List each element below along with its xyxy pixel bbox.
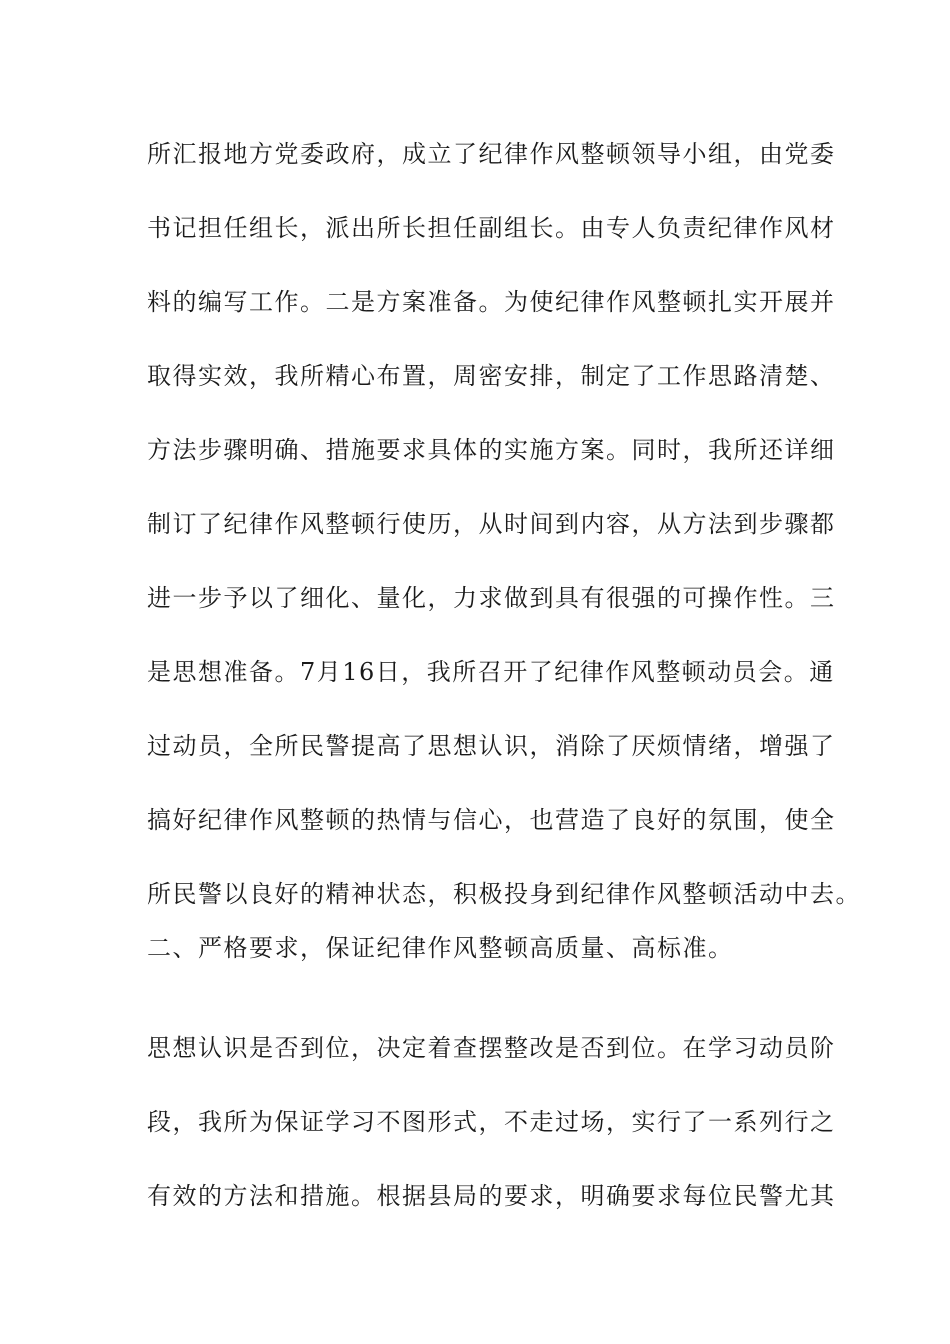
text-line: 取得实效，我所精心布置，周密安排，制定了工作思路清楚、 <box>147 362 836 390</box>
text-line: 过动员，全所民警提高了思想认识，消除了厌烦情绪，增强了 <box>147 732 836 760</box>
text-line: 思想认识是否到位，决定着查摆整改是否到位。在学习动员阶 <box>147 1034 836 1062</box>
text-line: 搞好纪律作风整顿的热情与信心，也营造了良好的氛围，使全 <box>147 806 836 834</box>
text-line: 制订了纪律作风整顿行使历，从时间到内容，从方法到步骤都 <box>147 510 836 538</box>
text-line: 是思想准备。7月16日，我所召开了纪律作风整顿动员会。通 <box>147 658 835 686</box>
text-line: 进一步予以了细化、量化，力求做到具有很强的可操作性。三 <box>147 584 836 612</box>
text-line: 段，我所为保证学习不图形式，不走过场，实行了一系列行之 <box>147 1108 836 1136</box>
text-line: 所民警以良好的精神状态，积极投身到纪律作风整顿活动中去。 <box>147 880 861 908</box>
text-line: 有效的方法和措施。根据县局的要求，明确要求每位民警尤其 <box>147 1182 836 1210</box>
text-line: 料的编写工作。二是方案准备。为使纪律作风整顿扎实开展并 <box>147 288 836 316</box>
section-heading: 二、严格要求，保证纪律作风整顿高质量、高标准。 <box>147 934 734 962</box>
text-line: 方法步骤明确、措施要求具体的实施方案。同时，我所还详细 <box>147 436 836 464</box>
text-line: 所汇报地方党委政府，成立了纪律作风整顿领导小组，由党委 <box>147 140 836 168</box>
text-line: 书记担任组长，派出所长担任副组长。由专人负责纪律作风材 <box>147 214 836 242</box>
